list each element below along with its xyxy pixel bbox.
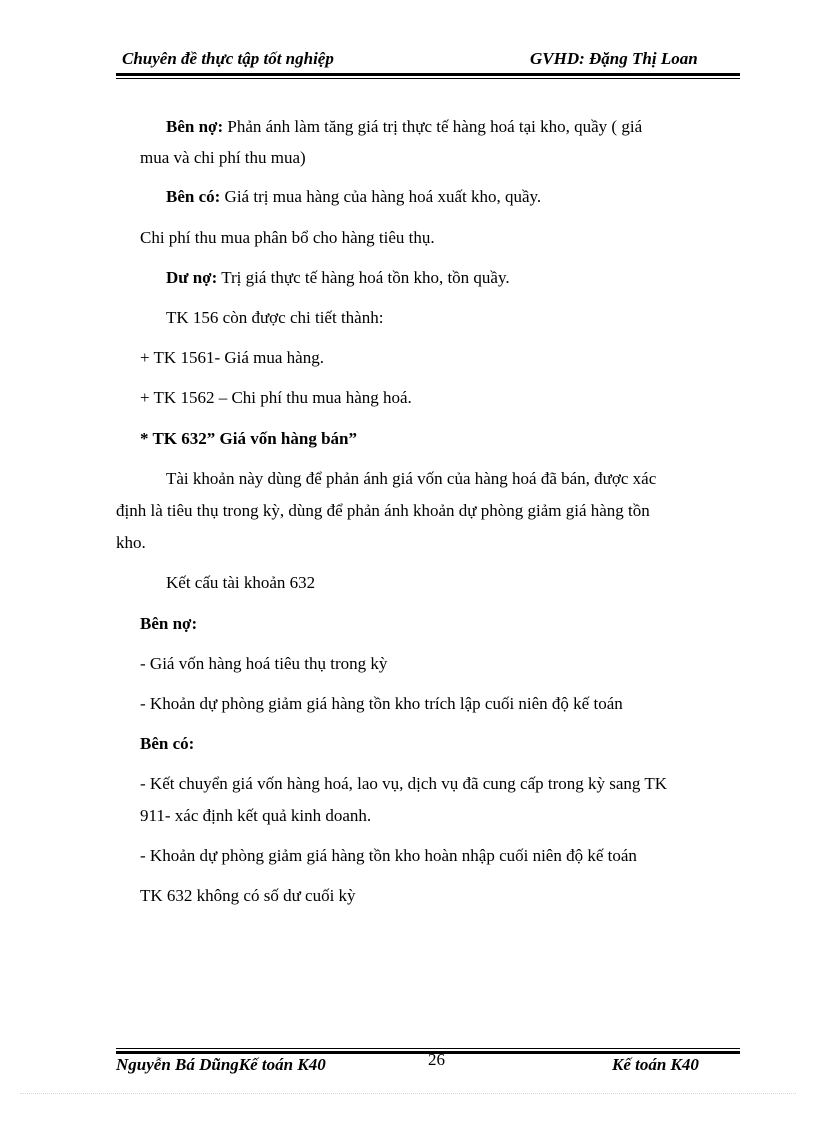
- text-ben-no: Phản ánh làm tăng giá trị thực tế hàng hoá tại kho, quầy ( giá: [223, 117, 643, 136]
- label-ben-no-632: Bên nợ:: [140, 614, 198, 633]
- paragraph-tk156: TK 156 còn được chi tiết thành:: [166, 308, 384, 327]
- paragraph-ben-co: [166, 187, 541, 207]
- list-item-ket-chuyen-line2: 911- xác định kết quả kinh doanh.: [140, 806, 372, 825]
- list-item-du-phong-hoan-nhap: - Khoản dự phòng giảm giá hàng tồn kho hoàn nhập cuối niên độ kế toán: [140, 846, 637, 865]
- paragraph-tk632-line1: Tài khoản này dùng để phản ánh giá vốn của hàng hoá đã bán, được xác: [166, 469, 657, 488]
- text-du-no: Trị giá thực tế hàng hoá tồn kho, tồn quầy.: [217, 268, 510, 287]
- text-ben-co: Giá trị mua hàng của hàng hoá xuất kho, quầy.: [220, 187, 542, 206]
- list-item-tk1561: + TK 1561- Giá mua hàng.: [140, 348, 324, 367]
- paragraph-tk632-line2: định là tiêu thụ trong kỳ, dùng để phản ánh khoản dự phòng giảm giá hàng tồn: [116, 501, 650, 520]
- label-ben-no: Bên nợ:: [166, 117, 224, 136]
- list-item-gia-von: - Giá vốn hàng hoá tiêu thụ trong kỳ: [140, 654, 388, 673]
- footer-class: Kế toán K40: [612, 1055, 699, 1074]
- header-supervisor: GVHD: Đặng Thị Loan: [530, 49, 698, 68]
- label-ben-co: Bên có:: [166, 187, 221, 206]
- paragraph-ben-no: [166, 117, 642, 137]
- header-course-title: Chuyên đề thực tập tốt nghiệp: [122, 49, 334, 68]
- page-number: 26: [428, 1050, 445, 1069]
- list-item-ket-chuyen-line1: - Kết chuyển giá vốn hàng hoá, lao vụ, dịch vụ đã cung cấp trong kỳ sang TK: [140, 774, 668, 793]
- paragraph-khong-so-du: TK 632 không có số dư cuối kỳ: [140, 886, 356, 905]
- paragraph-ben-no-cont: mua và chi phí thu mua): [140, 148, 306, 167]
- paragraph-du-no: [166, 268, 510, 288]
- section-heading-tk632: * TK 632” Giá vốn hàng bán”: [140, 429, 357, 448]
- page-bottom-divider: [20, 1093, 796, 1094]
- footer-rule-thin: [116, 1048, 740, 1049]
- header-rule-thin: [116, 78, 740, 79]
- paragraph-tk632-line3: kho.: [116, 533, 146, 552]
- list-item-tk1562: + TK 1562 – Chi phí thu mua hàng hoá.: [140, 388, 412, 407]
- header-rule-thick: [116, 73, 740, 76]
- paragraph-ket-cau: Kết cấu tài khoản 632: [166, 573, 316, 592]
- footer-author: Nguyễn Bá DũngKế toán K40: [116, 1055, 326, 1074]
- paragraph-chi-phi: Chi phí thu mua phân bổ cho hàng tiêu thụ.: [140, 228, 435, 247]
- list-item-du-phong-trich-lap: - Khoản dự phòng giảm giá hàng tồn kho trích lập cuối niên độ kế toán: [140, 694, 623, 713]
- label-du-no: Dư nợ:: [166, 268, 218, 287]
- label-ben-co-632: Bên có:: [140, 734, 195, 753]
